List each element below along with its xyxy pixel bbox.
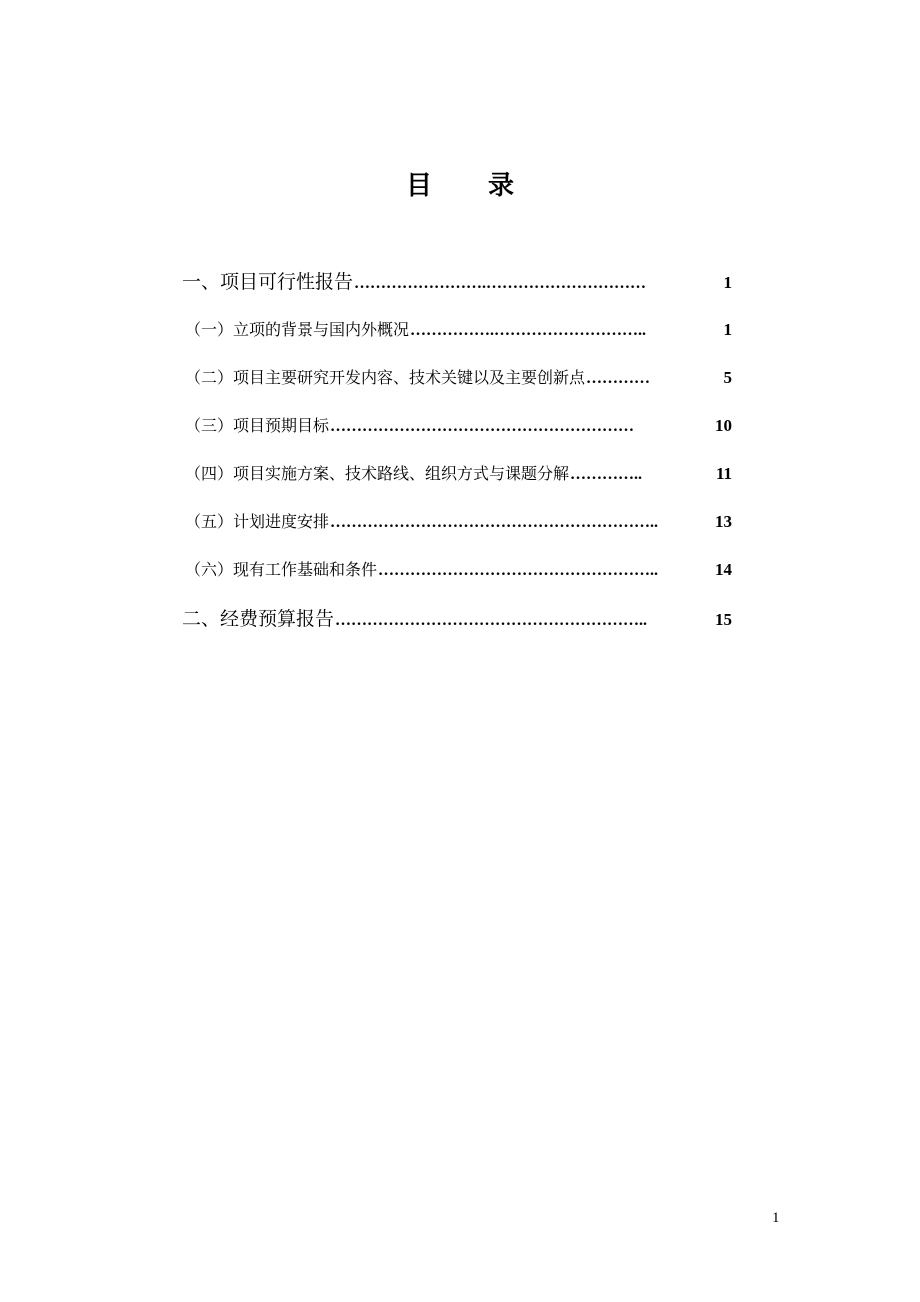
toc-dot-leader: …………………………………………………..	[335, 612, 648, 629]
toc-entry-label: （六）现有工作基础和条件	[185, 560, 378, 579]
toc-page-number: 10	[715, 416, 732, 435]
page-title	[0, 166, 920, 206]
toc-entry[interactable]	[185, 558, 732, 583]
page-title-char: 录	[488, 171, 515, 201]
toc-dot-leader: …………………………………………………	[330, 418, 635, 435]
toc-dot-leader: …………..	[570, 466, 643, 483]
toc-entry-label: （一）立项的背景与国内外概况	[185, 320, 410, 339]
toc-dot-leader: …………………….…………………………	[354, 275, 647, 292]
toc-entry-label: 二、经费预算报告	[182, 608, 335, 630]
page-title-char: 目	[405, 171, 432, 201]
toc-entry[interactable]	[182, 605, 732, 635]
toc-entry[interactable]	[185, 318, 732, 343]
toc-page-number: 1	[723, 273, 732, 292]
toc-page-number: 13	[715, 512, 732, 531]
toc-dot-leader: ……………………………………………………..	[330, 514, 659, 531]
footer-page-number: 1	[772, 1210, 780, 1226]
toc-entry[interactable]	[185, 510, 732, 535]
toc-entry-label: （三）项目预期目标	[185, 416, 330, 435]
toc-entry-label: （四）项目实施方案、技术路线、组织方式与课题分解	[185, 464, 570, 483]
toc-dot-leader: …………	[586, 370, 651, 387]
toc-dot-leader: …………….………………………..	[410, 322, 647, 339]
toc-page-number: 5	[723, 368, 732, 387]
toc-entry-label: （五）计划进度安排	[185, 512, 330, 531]
toc-entry[interactable]	[185, 462, 732, 487]
toc-page-number: 15	[715, 610, 732, 629]
toc-entry[interactable]	[182, 268, 732, 298]
toc-entry[interactable]	[185, 414, 732, 439]
toc-entry-label: （二）项目主要研究开发内容、技术关键以及主要创新点	[185, 368, 586, 387]
toc-entry-label: 一、项目可行性报告	[182, 271, 354, 293]
toc-entry[interactable]	[185, 366, 732, 391]
toc-page-number: 14	[715, 560, 732, 579]
toc-dot-leader: ……………………………………………..	[378, 562, 659, 579]
toc-page-number: 11	[715, 464, 732, 483]
toc-page-number: 1	[723, 320, 732, 339]
